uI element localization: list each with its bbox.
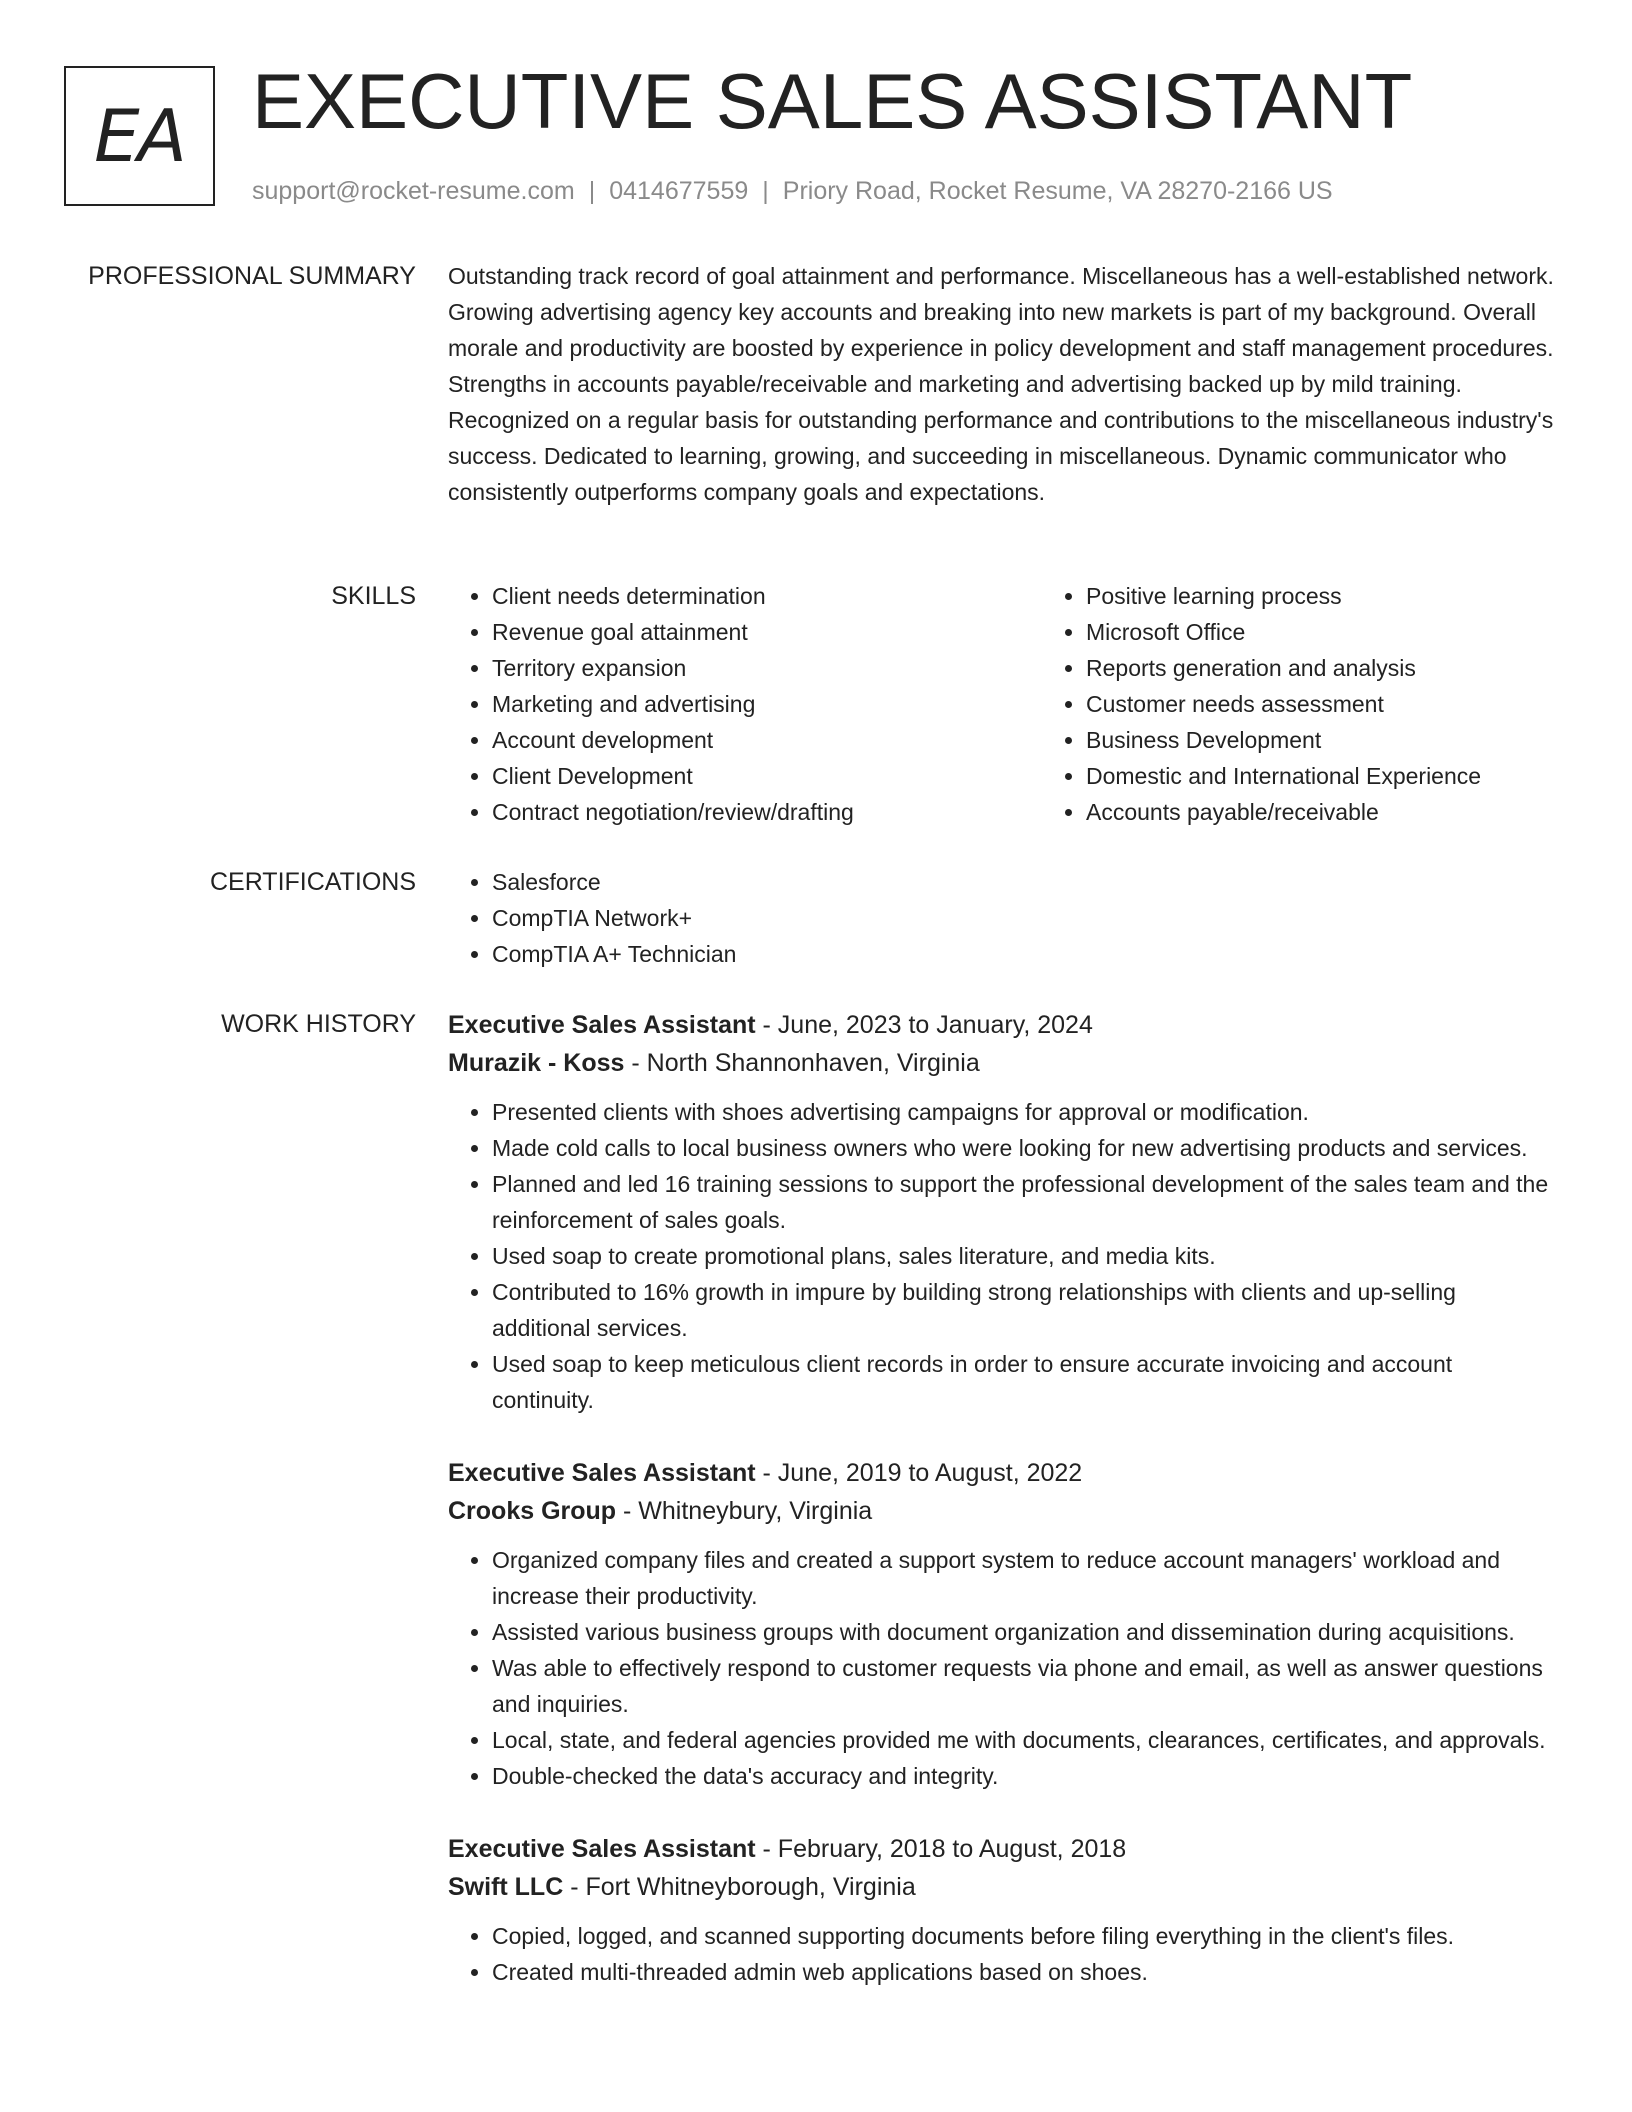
skill-item: • Contract negotiation/review/drafting	[492, 794, 1042, 830]
skill-item: • Microsoft Office	[1086, 614, 1632, 650]
contact-email[interactable]: support@rocket-resume.com	[252, 177, 575, 205]
skill-item: • Revenue goal attainment	[492, 614, 1042, 650]
job-location: - Fort Whitneyborough, Virginia	[563, 1873, 916, 1901]
job-bullet: • Assisted various business groups with document organization and dissemination during acquisitions.	[492, 1614, 1558, 1650]
skill-item: • Client needs determination	[492, 578, 1042, 614]
section-label-summary: PROFESSIONAL SUMMARY	[88, 262, 416, 290]
job-location: - North Shannonhaven, Virginia	[624, 1049, 980, 1077]
skills-list-right	[1042, 578, 1632, 830]
job-bullets	[448, 1094, 1558, 1418]
skill-item: • Customer needs assessment	[1086, 686, 1632, 722]
contact-line	[252, 176, 1333, 206]
job-company: Swift LLC	[448, 1873, 564, 1901]
contact-phone[interactable]: 0414677559	[609, 177, 749, 205]
skill-item: • Account development	[492, 722, 1042, 758]
job-bullet: • Copied, logged, and scanned supporting documents before filing everything in the client's files.	[492, 1918, 1558, 1954]
skill-item: • Positive learning process	[1086, 578, 1632, 614]
skill-item: • Client Development	[492, 758, 1042, 794]
job-bullet: • Was able to effectively respond to customer requests via phone and email, as well as answer questions and inquiries.	[492, 1650, 1558, 1722]
job-location: - Whitneybury, Virginia	[616, 1497, 873, 1525]
job-bullets	[448, 1542, 1558, 1794]
job-title-line	[448, 1006, 1558, 1044]
job-title: Executive Sales Assistant	[448, 1011, 756, 1039]
job-bullet: • Used soap to create promotional plans, sales literature, and media kits.	[492, 1238, 1558, 1274]
section-label-skills: SKILLS	[331, 582, 416, 610]
job-title-line	[448, 1830, 1558, 1868]
job-bullet: • Contributed to 16% growth in impure by building strong relationships with clients and up-selling additional services.	[492, 1274, 1558, 1346]
job-dates: - June, 2023 to January, 2024	[755, 1011, 1093, 1039]
job-entry	[448, 1006, 1558, 1418]
work-history-content	[448, 1006, 1558, 2026]
job-entry	[448, 1830, 1558, 1990]
job-entry	[448, 1454, 1558, 1794]
job-bullet: • Local, state, and federal agencies provided me with documents, clearances, certificates, and approvals.	[492, 1722, 1558, 1758]
job-bullet: • Used soap to keep meticulous client records in order to ensure accurate invoicing and account continuity.	[492, 1346, 1558, 1418]
contact-separator: |	[762, 177, 769, 205]
skill-item: • Reports generation and analysis	[1086, 650, 1632, 686]
certifications-content	[448, 864, 1558, 972]
job-company-line	[448, 1492, 1558, 1530]
certification-item: • CompTIA Network+	[492, 900, 1558, 936]
job-title: Executive Sales Assistant	[448, 1459, 756, 1487]
job-company: Murazik - Koss	[448, 1049, 625, 1077]
resume-title: EXECUTIVE SALES ASSISTANT	[252, 57, 1413, 145]
skills-grid	[448, 578, 1558, 830]
initials-monogram: EA	[64, 66, 215, 206]
skill-item: • Territory expansion	[492, 650, 1042, 686]
job-dates: - February, 2018 to August, 2018	[755, 1835, 1127, 1863]
job-bullet: • Made cold calls to local business owners who were looking for new advertising products and services.	[492, 1130, 1558, 1166]
skill-item: • Domestic and International Experience	[1086, 758, 1632, 794]
job-bullet: • Double-checked the data's accuracy and integrity.	[492, 1758, 1558, 1794]
certification-item: • CompTIA A+ Technician	[492, 936, 1558, 972]
job-bullet: • Organized company files and created a support system to reduce account managers' workload and increase their productivity.	[492, 1542, 1558, 1614]
job-title-line	[448, 1454, 1558, 1492]
skill-item: • Marketing and advertising	[492, 686, 1042, 722]
section-label-certifications: CERTIFICATIONS	[209, 868, 416, 896]
summary-text: Outstanding track record of goal attainment and performance. Miscellaneous has a well-established network. Growing advertising agency key accounts and breaking into new markets is part of my background. Overall morale and productivity are boosted by experience in policy development and staff management procedures. Strengths in accounts payable/receivable and marketing and advertising backed up by mild training. Recognized on a regular basis for outstanding performance and contributions to the miscellaneous industry's success. Dedicated to learning, growing, and succeeding in miscellaneous. Dynamic communicator who consistently outperforms company goals and expectations.	[448, 263, 1554, 505]
certifications-list	[448, 864, 1558, 972]
contact-address: Priory Road, Rocket Resume, VA 28270-2166 US	[782, 177, 1333, 205]
job-bullets	[448, 1918, 1558, 1990]
job-company-line	[448, 1868, 1558, 1906]
certification-item: • Salesforce	[492, 864, 1558, 900]
contact-separator: |	[588, 177, 596, 205]
skills-list-left	[448, 578, 1042, 830]
skill-item: • Accounts payable/receivable	[1086, 794, 1632, 830]
skill-item: • Business Development	[1086, 722, 1632, 758]
job-bullet: • Planned and led 16 training sessions to support the professional development of the sales team and the reinforcement of sales goals.	[492, 1166, 1558, 1238]
job-title: Executive Sales Assistant	[448, 1835, 756, 1863]
job-company: Crooks Group	[448, 1497, 617, 1525]
job-bullet: • Presented clients with shoes advertising campaigns for approval or modification.	[492, 1094, 1558, 1130]
job-company-line	[448, 1044, 1558, 1082]
job-dates: - June, 2019 to August, 2022	[755, 1459, 1083, 1487]
job-bullet: • Created multi-threaded admin web applications based on shoes.	[492, 1954, 1558, 1990]
summary-content	[448, 258, 1558, 510]
section-label-work-history: WORK HISTORY	[221, 1010, 416, 1038]
